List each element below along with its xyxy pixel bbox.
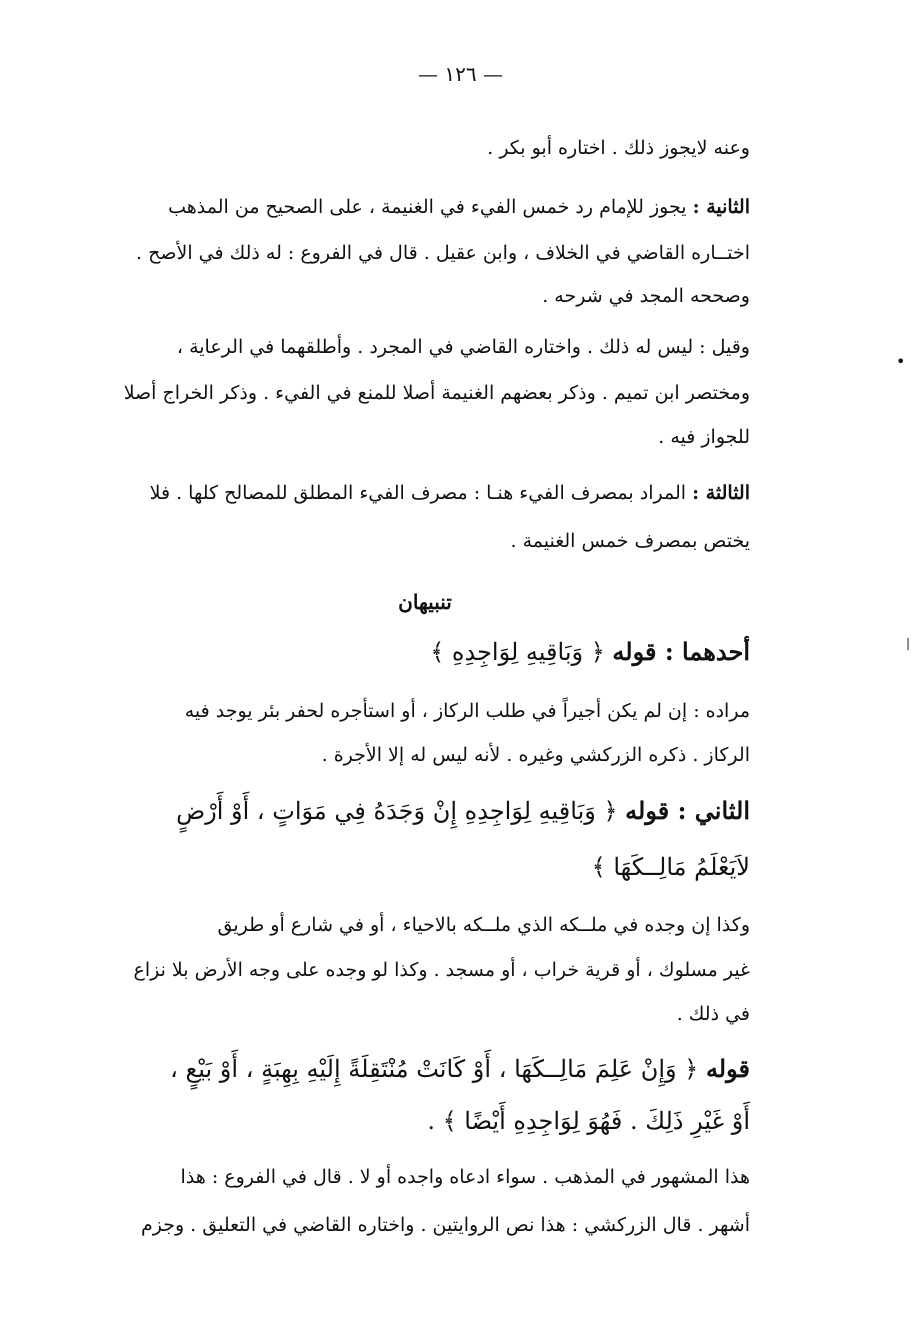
text-line: اختــاره القاضي في الخلاف ، وابن عقيل . قال في الفروع : له ذلك في الأصح .	[136, 242, 750, 264]
page-number: — ١٢٦ —	[418, 62, 503, 86]
section-lead: الثالثة :	[692, 482, 750, 504]
text-line: للجواز فيه .	[658, 426, 750, 448]
text-line: قوله ﴿ وَإِنْ عَلِمَ مَالِــكَهَا ، أَوْ كَانَتْ مُنْتَقِلَةً إِلَيْهِ بِهِبَةٍ ، أَوْ بَيْعٍ ،	[170, 1054, 750, 1083]
section-heading: تنبيهان	[398, 590, 452, 614]
text-line: مراده : إن لم يكن أجيراً في طلب الركاز ، أو استأجره لحفر بئر يوجد فيه	[184, 700, 750, 722]
section-lead: الثانية :	[692, 196, 750, 218]
text-line: أحدهما : قوله ﴿ وَبَاقِيهِ لِوَاجِدِهِ ﴾	[430, 637, 750, 666]
section-lead: الثاني : قوله	[625, 796, 750, 825]
text-line: وكذا إن وجده في ملــكه الذي ملــكه بالاحياء ، أو في شارع أو طريق	[217, 914, 750, 936]
text-line: أَوْ غَيْرِ ذَلِكَ . فَهُوَ لِوَاجِدِهِ أَيْضًا ﴾ .	[427, 1107, 750, 1135]
text-line: غير مسلوك ، أو قرية خراب ، أو مسجد . وكذا لو وجده على وجه الأرض بلا نزاع	[133, 959, 750, 981]
text-line: وصححه المجد في شرحه .	[542, 285, 750, 307]
section-lead: قوله	[705, 1054, 750, 1083]
text-line: الثالثة : المراد بمصرف الفيء هنـا : مصرف الفيء المطلق للمصالح كلها . فلا	[149, 482, 750, 504]
margin-dot: •	[896, 352, 906, 371]
text-line: ومختصر ابن تميم . وذكر بعضهم الغنيمة أصلا للمنع في الفيء . وذكر الخراج أصلا	[123, 382, 750, 404]
text-line: وعنه لايجوز ذلك . اختاره أبو بكر .	[487, 137, 750, 159]
text-line: الثانية : يجوز للإمام رد خمس الفيء في الغنيمة ، على الصحيح من المذهب	[168, 196, 750, 218]
section-lead: أحدهما : قوله	[612, 637, 750, 666]
text-line: أشهر . قال الزركشي : هذا نص الروايتين . واختاره القاضي في التعليق . وجزم	[140, 1214, 750, 1236]
text-line: هذا المشهور في المذهب . سواء ادعاه واجده أو لا . قال في الفروع : هذا	[180, 1166, 750, 1188]
margin-tick: |	[906, 636, 911, 650]
text-line: وقيل : ليس له ذلك . واختاره القاضي في المجرد . وأطلقهما في الرعاية ،	[176, 336, 750, 358]
text-line: لاَيَعْلَمُ مَالِــكَهَا ﴾	[591, 853, 750, 881]
text-line: في ذلك .	[676, 1003, 750, 1025]
text-line: الثاني : قوله ﴿ وَبَاقِيهِ لِوَاجِدِهِ إِنْ وَجَدَهُ فِي مَوَاتٍ ، أَوْ أَرْضٍ	[176, 796, 750, 825]
text-line: يختص بمصرف خمس الغنيمة .	[510, 530, 750, 552]
text-line: الركاز . ذكره الزركشي وغيره . لأنه ليس له إلا الأجرة .	[321, 744, 750, 766]
